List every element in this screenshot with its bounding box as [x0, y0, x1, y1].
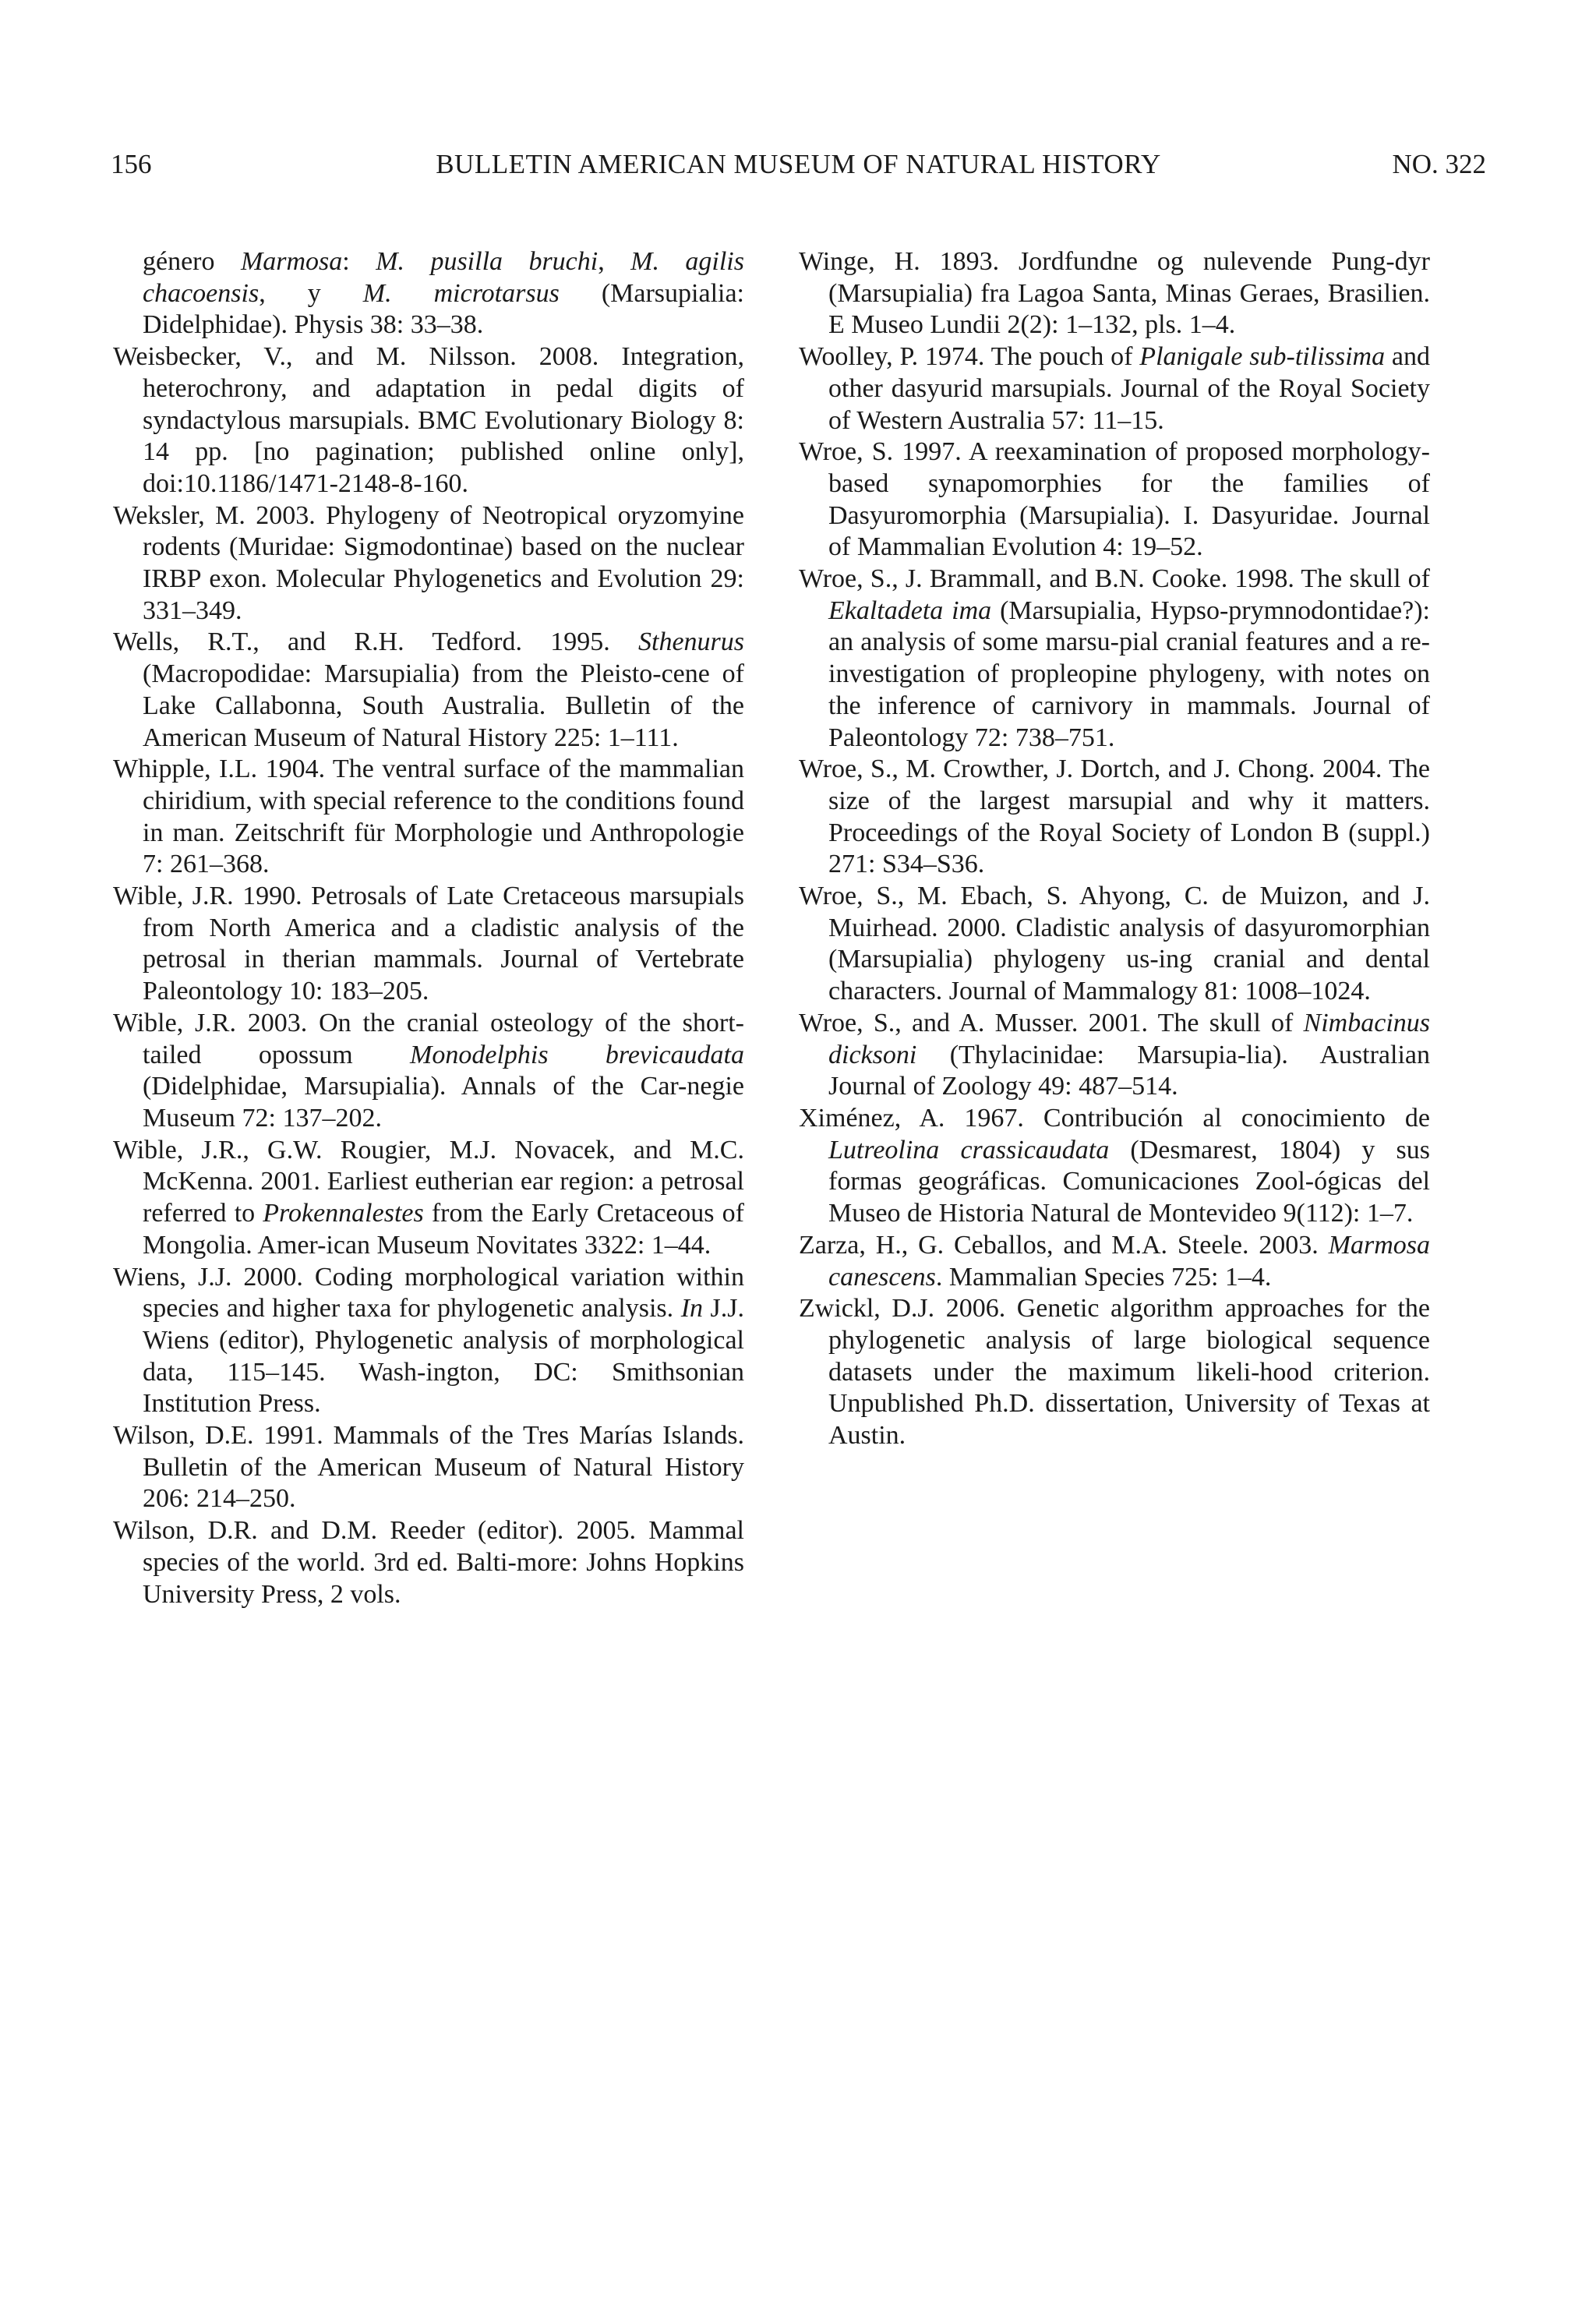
references-right-column — [799, 246, 1430, 1452]
reference-entry — [799, 754, 1430, 881]
reference-text: Wells, R.T., and R.H. Tedford. 1995. — [113, 627, 638, 657]
italic-text: Ekaltadeta ima — [828, 596, 992, 625]
reference-text: Wible, J.R., G.W. Rougier, M.J. Novacek, and M.C. McKenna. 2001. Earliest eutherian ear region: a petrosal referred to — [113, 1135, 744, 1228]
reference-text: Ximénez, A. 1967. Contribución al conocimiento de — [799, 1103, 1430, 1133]
reference-text: , — [598, 247, 631, 276]
reference-text: Wroe, S. 1997. A reexamination of proposed morphology-based synapomorphies for the families of Dasyuromorphia (Marsupialia). I. Dasyuridae. Journal of Mammalian Evolution 4: 19–52. — [799, 437, 1430, 562]
italic-text: Planigale sub-tilissima — [1139, 342, 1386, 372]
reference-entry — [799, 1230, 1430, 1293]
italic-text: In — [680, 1294, 704, 1324]
reference-entry — [113, 500, 744, 627]
reference-entry — [799, 341, 1430, 436]
reference-entry — [113, 881, 744, 1008]
reference-entry — [113, 754, 744, 881]
reference-entry — [799, 246, 1430, 341]
reference-text: (Marsupialia, Hypso-prymnodontidae?): an analysis of some marsu-pial cranial features and a re-investigation of propleopine phylogeny, with notes on the inference of carnivory in mammals. Journal of Paleontology 72: 738–751. — [828, 596, 1430, 752]
italic-text: Marmosa — [240, 247, 343, 276]
running-header — [111, 147, 1486, 182]
reference-entry — [113, 1008, 744, 1135]
issue-number: NO. 322 — [1392, 149, 1486, 179]
reference-entry — [799, 881, 1430, 1008]
reference-entry — [113, 246, 744, 341]
reference-text: Winge, H. 1893. Jordfundne og nulevende Pung-dyr (Marsupialia) fra Lagoa Santa, Minas Geraes, Brasilien. E Museo Lundii 2(2): 1–132, pls. 1–4. — [799, 247, 1430, 340]
reference-entry — [113, 1515, 744, 1610]
italic-text: Prokennalestes — [263, 1199, 424, 1228]
journal-title: BULLETIN AMERICAN MUSEUM OF NATURAL HISTORY — [436, 149, 1161, 179]
reference-text: (Macropodidae: Marsupialia) from the Pleisto-cene of Lake Callabonna, South Australia. Bulletin of the American Museum of Natural History 225: 1–111. — [143, 659, 744, 752]
reference-text: Wiens, J.J. 2000. Coding morphological variation within species and higher taxa for phylogenetic analysis. — [113, 1262, 744, 1324]
reference-entry — [799, 1293, 1430, 1452]
italic-text: M. pusilla bruchi — [376, 247, 598, 276]
reference-text: from the Early Cretaceous of Mongolia. Amer-ican Museum Novitates 3322: 1–44. — [143, 1199, 744, 1260]
reference-text: (Didelphidae, Marsupialia). Annals of the Car-negie Museum 72: 137–202. — [143, 1072, 744, 1133]
reference-text: Zwickl, D.J. 2006. Genetic algorithm approaches for the phylogenetic analysis of large biological sequence datasets under the maximum likeli-hood criterion. Unpublished Ph.D. dissertation, University of Texas at Austin. — [799, 1294, 1430, 1451]
reference-text: Weksler, M. 2003. Phylogeny of Neotropical oryzomyine rodents (Muridae: Sigmodontinae) based on the nuclear IRBP exon. Molecular Phylogenetics and Evolution 29: 331–349. — [113, 500, 744, 625]
reference-text: (Thylacinidae: Marsupia-lia). Australian Journal of Zoology 49: 487–514. — [828, 1040, 1430, 1101]
reference-text: Wroe, S., M. Crowther, J. Dortch, and J. Chong. 2004. The size of the largest marsupial and why it matters. Proceedings of the Royal Society of London B (suppl.) 271: S34–S36. — [799, 755, 1430, 879]
reference-entry — [113, 1262, 744, 1421]
reference-entry — [113, 1420, 744, 1515]
reference-text: Wroe, S., J. Brammall, and B.N. Cooke. 1998. The skull of — [799, 564, 1430, 594]
reference-text: género — [143, 247, 241, 276]
reference-text: , y — [259, 278, 363, 308]
reference-text: . Mammalian Species 725: 1–4. — [935, 1262, 1272, 1292]
italic-text: Nimbacinus dicksoni — [828, 1008, 1430, 1069]
reference-entry — [113, 341, 744, 500]
reference-text: Wible, J.R. 1990. Petrosals of Late Cretaceous marsupials from North America and a cladistic analysis of the petrosal in therian mammals. Journal of Vertebrate Paleontology 10: 183–205. — [113, 882, 744, 1006]
references-left-column — [113, 246, 744, 1610]
reference-entry — [799, 1008, 1430, 1103]
reference-entry — [799, 1103, 1430, 1230]
reference-text: Wilson, D.R. and D.M. Reeder (editor). 2005. Mammal species of the world. 3rd ed. Balti-more: Johns Hopkins University Press, 2 vols. — [113, 1516, 744, 1609]
page-number: 156 — [111, 149, 152, 179]
reference-text: Wroe, S., M. Ebach, S. Ahyong, C. de Muizon, and J. Muirhead. 2000. Cladistic analysis of dasyuromorphian (Marsupialia) phylogeny us-ing cranial and dental characters. Journal of Mammalogy 81: 1008–1024. — [799, 882, 1430, 1006]
reference-text: Woolley, P. 1974. The pouch of — [799, 342, 1140, 372]
italic-text: Sthenurus — [638, 627, 744, 657]
reference-entry — [113, 627, 744, 754]
reference-text: Wible, J.R. 2003. On the cranial osteology of the short-tailed opossum — [113, 1008, 744, 1069]
italic-text: Monodelphis brevicaudata — [410, 1040, 744, 1069]
reference-text: and other dasyurid marsupials. Journal of the Royal Society of Western Australia 57: 11–15. — [828, 342, 1431, 435]
reference-text: Wroe, S., and A. Musser. 2001. The skull of — [799, 1008, 1304, 1037]
italic-text: M. agilis chacoensis — [143, 247, 744, 308]
reference-text: Wilson, D.E. 1991. Mammals of the Tres Marías Islands. Bulletin of the American Museum of Natural History 206: 214–250. — [113, 1421, 744, 1514]
reference-entry — [799, 436, 1430, 564]
reference-entry — [113, 1135, 744, 1262]
reference-entry — [799, 564, 1430, 754]
reference-text: Weisbecker, V., and M. Nilsson. 2008. Integration, heterochrony, and adaptation in pedal digits of syndactylous marsupials. BMC Evolutionary Biology 8: 14 pp. [no pagination; published online only], doi:10.1186/1471-2148-8-160. — [113, 342, 744, 498]
reference-text: J.J. Wiens (editor), Phylogenetic analysis of morphological data, 115–145. Wash-ington, DC: Smithsonian Institution Press. — [143, 1294, 744, 1419]
italic-text: M. microtarsus — [362, 278, 560, 308]
italic-text: Lutreolina crassicaudata — [828, 1135, 1110, 1165]
reference-text: (Marsupialia: Didelphidae). Physis 38: 33–38. — [143, 278, 745, 340]
reference-text: Zarza, H., G. Ceballos, and M.A. Steele. 2003. — [799, 1230, 1329, 1260]
italic-text: Marmosa canescens — [828, 1230, 1430, 1292]
reference-text: : — [342, 247, 376, 276]
reference-text: Whipple, I.L. 1904. The ventral surface of the mammalian chiridium, with special reference to the conditions found in man. Zeitschrift für Morphologie und Anthropologie 7: 261–368. — [113, 755, 744, 879]
reference-text: (Desmarest, 1804) y sus formas geográficas. Comunicaciones Zool-ógicas del Museo de Historia Natural de Montevideo 9(112): 1–7. — [828, 1135, 1430, 1228]
